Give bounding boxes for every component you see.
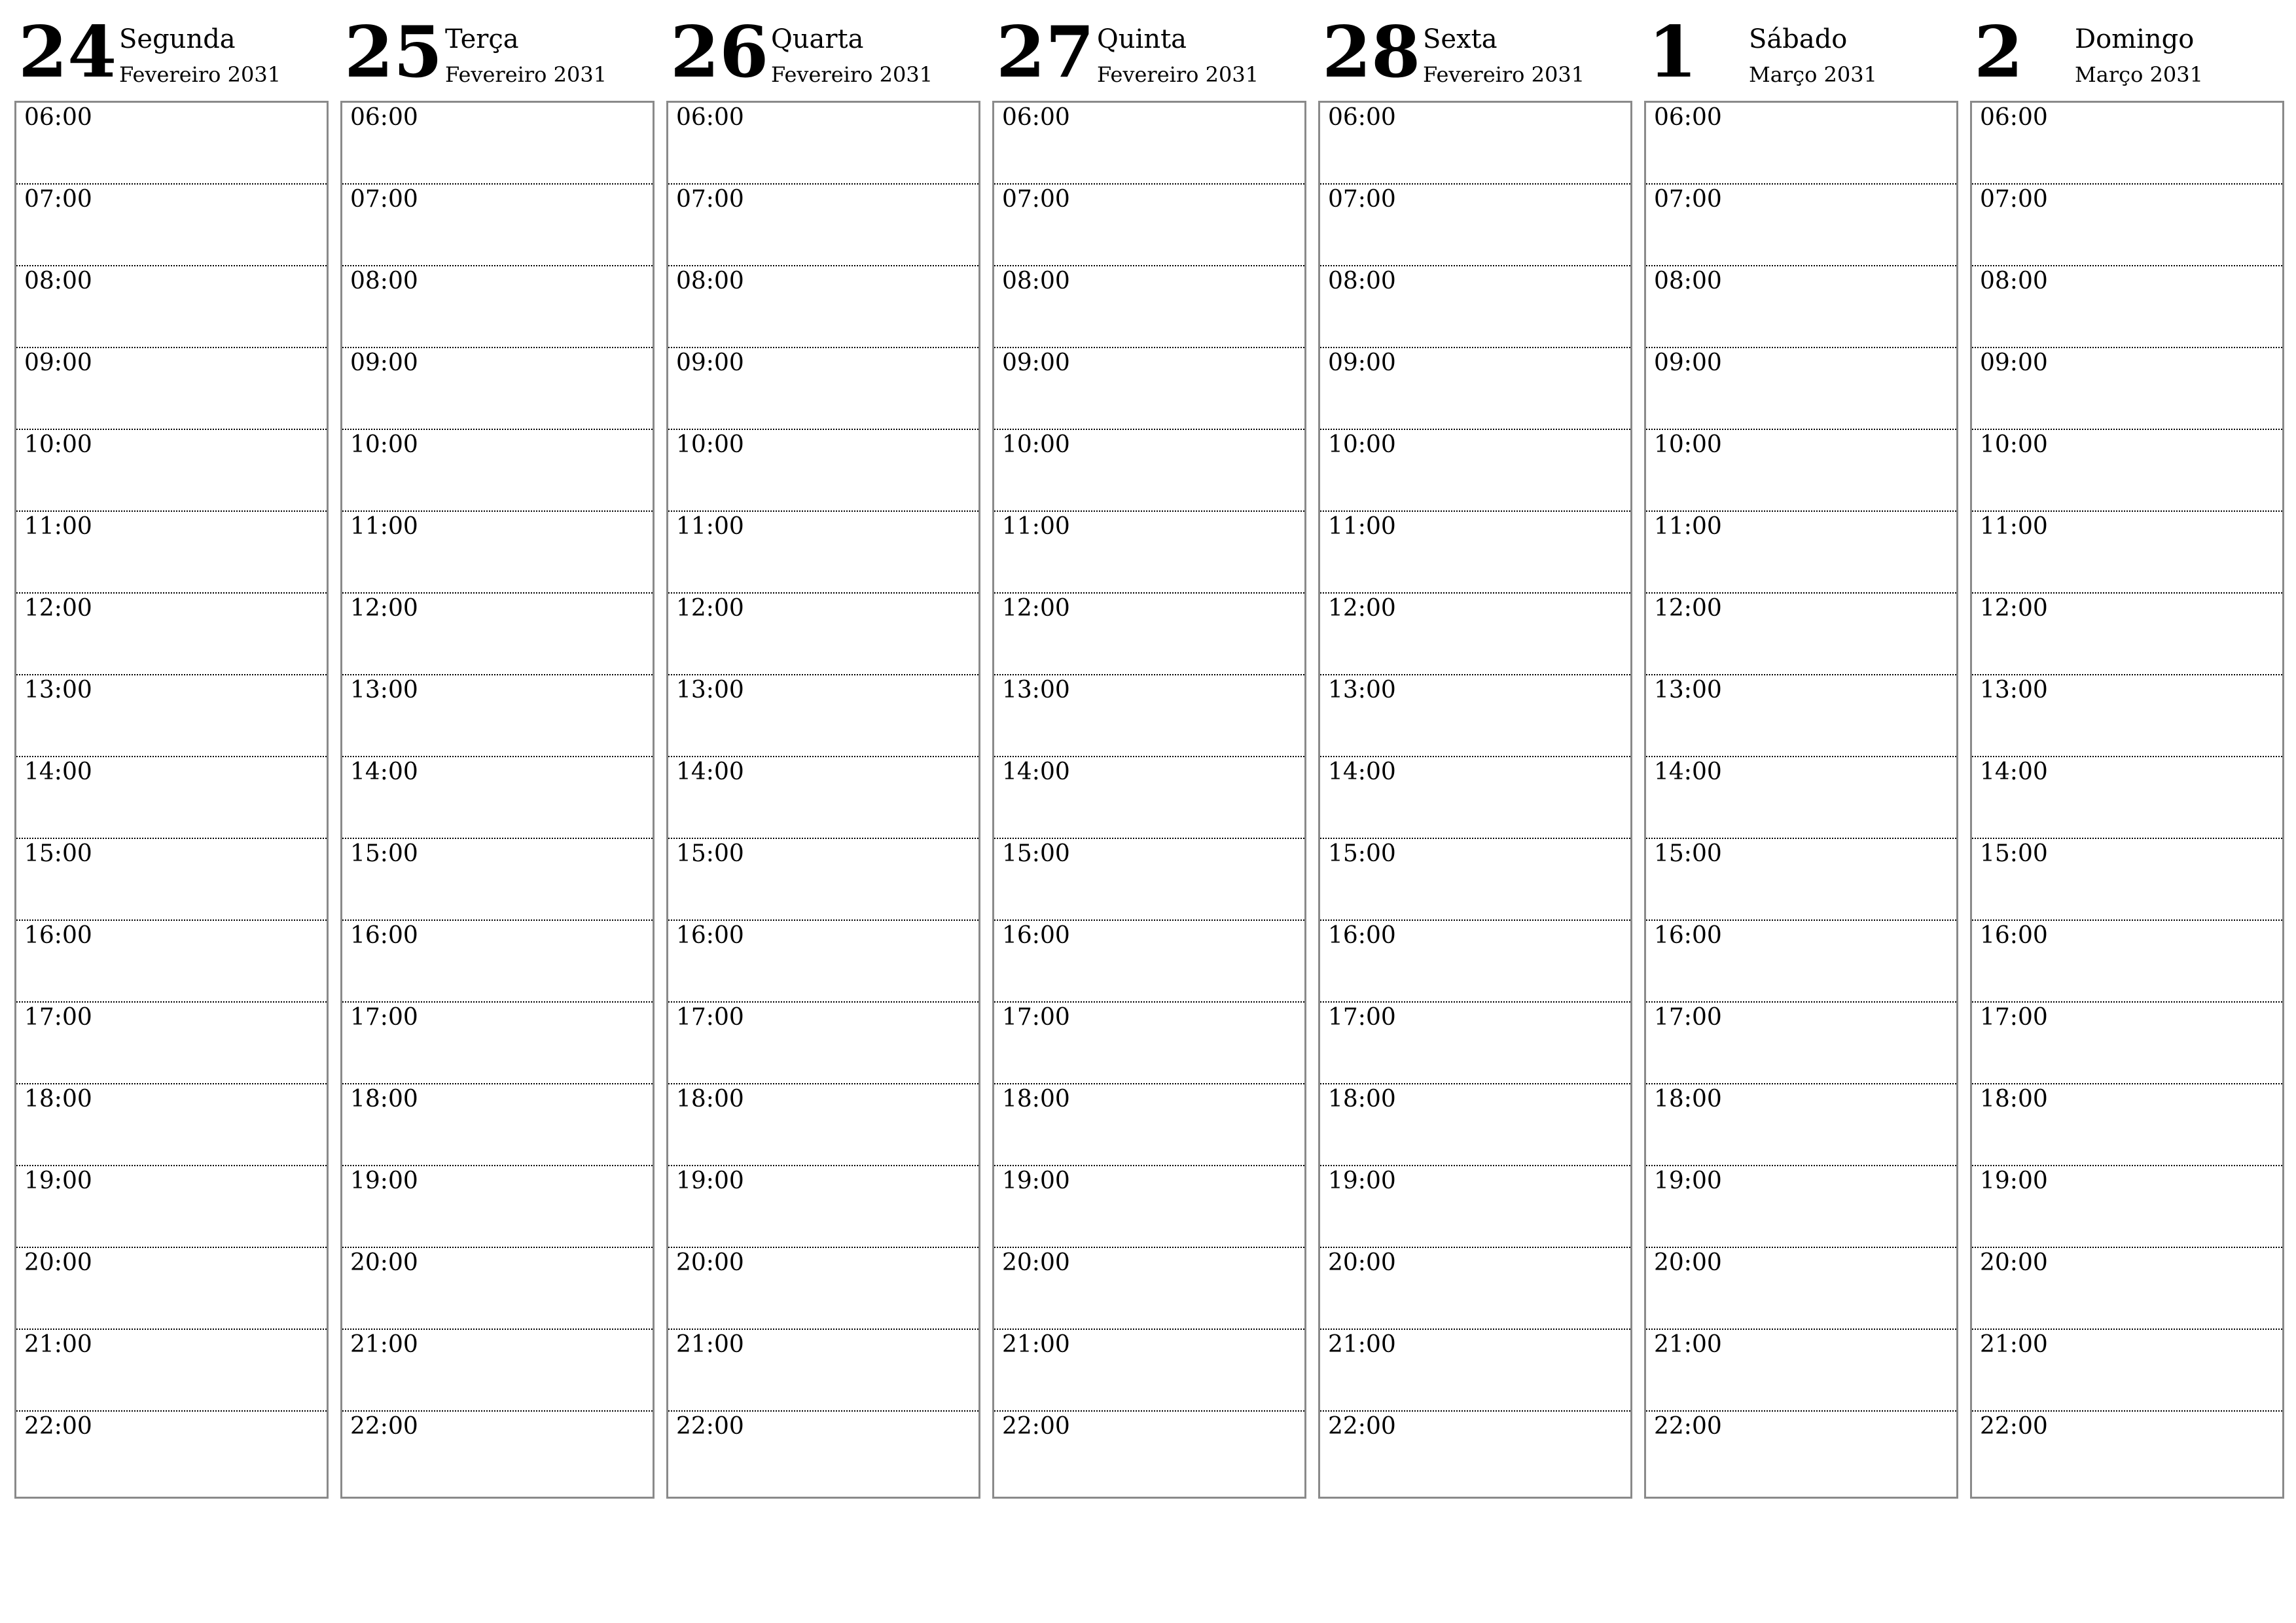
time-slot[interactable] [1646, 839, 1956, 921]
time-slot[interactable] [342, 1166, 653, 1248]
time-slot-label: 12:00 [1328, 595, 1396, 622]
time-slot-label: 20:00 [24, 1249, 92, 1276]
time-slot[interactable] [1646, 1248, 1956, 1330]
time-slot-label: 07:00 [1002, 186, 1070, 213]
time-slot-label: 18:00 [676, 1086, 744, 1113]
hours-box [1318, 101, 1632, 1499]
time-slot[interactable] [1646, 1003, 1956, 1084]
time-slot[interactable] [1972, 1248, 2282, 1330]
time-slot[interactable] [1972, 839, 2282, 921]
time-slot-label: 14:00 [1328, 758, 1396, 785]
time-slot-label: 19:00 [24, 1168, 92, 1194]
time-slot-label: 22:00 [1002, 1413, 1070, 1440]
time-slot-label: 09:00 [350, 349, 418, 376]
day-number: 2 [1974, 11, 2024, 94]
time-slot[interactable] [668, 185, 978, 266]
time-slot[interactable] [342, 1248, 653, 1330]
time-slot-label: 21:00 [1328, 1331, 1396, 1358]
time-slot-label: 19:00 [676, 1168, 744, 1194]
day-month: Março 2031 [2075, 62, 2203, 87]
day-number: 27 [996, 11, 1095, 94]
time-slot-label: 16:00 [1002, 922, 1070, 949]
time-slot[interactable] [16, 103, 327, 185]
time-slot-label: 08:00 [1328, 268, 1396, 294]
time-slot[interactable] [1646, 266, 1956, 348]
time-slot[interactable] [1972, 1003, 2282, 1084]
time-slot[interactable] [994, 512, 1304, 594]
time-slot[interactable] [668, 1330, 978, 1412]
time-slot-label: 15:00 [1980, 840, 2048, 867]
day-month: Fevereiro 2031 [119, 62, 281, 87]
day-header [1970, 0, 2283, 99]
time-slot[interactable] [342, 266, 653, 348]
time-slot-label: 19:00 [1002, 1168, 1070, 1194]
time-slot-label: 15:00 [1328, 840, 1396, 867]
time-slot[interactable] [1972, 185, 2282, 266]
time-slot[interactable] [994, 839, 1304, 921]
time-slot[interactable] [1972, 757, 2282, 839]
time-slot[interactable] [1972, 1166, 2282, 1248]
day-header [14, 0, 327, 99]
time-slot-label: 06:00 [1980, 104, 2048, 131]
time-slot[interactable] [668, 1248, 978, 1330]
time-slot-label: 16:00 [24, 922, 92, 949]
time-slot-label: 21:00 [1654, 1331, 1722, 1358]
time-slot[interactable] [994, 266, 1304, 348]
time-slot-label: 21:00 [676, 1331, 744, 1358]
time-slot-label: 21:00 [24, 1331, 92, 1358]
day-header [1318, 0, 1631, 99]
time-slot[interactable] [1646, 757, 1956, 839]
time-slot-label: 17:00 [1980, 1004, 2048, 1031]
time-slot-label: 20:00 [1328, 1249, 1396, 1276]
time-slot[interactable] [1972, 348, 2282, 430]
time-slot-label: 17:00 [1328, 1004, 1396, 1031]
time-slot-label: 11:00 [350, 513, 418, 540]
time-slot-label: 07:00 [1328, 186, 1396, 213]
hours-box [666, 101, 980, 1499]
time-slot[interactable] [1320, 103, 1630, 185]
day-number: 26 [670, 11, 769, 94]
time-slot-label: 18:00 [1980, 1086, 2048, 1113]
time-slot[interactable] [1320, 1084, 1630, 1166]
time-slot[interactable] [994, 594, 1304, 675]
time-slot-label: 19:00 [350, 1168, 418, 1194]
time-slot-label: 19:00 [1980, 1168, 2048, 1194]
time-slot-label: 07:00 [24, 186, 92, 213]
time-slot-label: 14:00 [1980, 758, 2048, 785]
time-slot[interactable] [994, 921, 1304, 1003]
time-slot-label: 08:00 [676, 268, 744, 294]
time-slot-label: 10:00 [1654, 431, 1722, 458]
time-slot[interactable] [342, 675, 653, 757]
day-month: Fevereiro 2031 [771, 62, 933, 87]
time-slot[interactable] [16, 348, 327, 430]
time-slot[interactable] [1320, 594, 1630, 675]
time-slot-label: 06:00 [1002, 104, 1070, 131]
time-slot-label: 14:00 [350, 758, 418, 785]
day-column [1318, 0, 1631, 1440]
time-slot-label: 17:00 [24, 1004, 92, 1031]
time-slot[interactable] [16, 921, 327, 1003]
time-slot[interactable] [1972, 1084, 2282, 1166]
hours-box [340, 101, 655, 1499]
day-month: Fevereiro 2031 [445, 62, 607, 87]
time-slot-label: 20:00 [1002, 1249, 1070, 1276]
time-slot[interactable] [1646, 1166, 1956, 1248]
time-slot-label: 22:00 [1654, 1413, 1722, 1440]
time-slot-label: 12:00 [24, 595, 92, 622]
time-slot-label: 15:00 [24, 840, 92, 867]
day-column [992, 0, 1305, 1440]
day-month: Março 2031 [1749, 62, 1877, 87]
time-slot[interactable] [342, 1412, 653, 1497]
time-slot-label: 09:00 [1980, 349, 2048, 376]
day-column [1970, 0, 2283, 1440]
time-slot[interactable] [1972, 430, 2282, 512]
time-slot[interactable] [1972, 1412, 2282, 1497]
time-slot-label: 11:00 [1980, 513, 2048, 540]
time-slot-label: 13:00 [1654, 677, 1722, 704]
day-weekday: Quinta [1097, 24, 1187, 54]
time-slot[interactable] [1320, 512, 1630, 594]
time-slot[interactable] [1320, 1003, 1630, 1084]
time-slot-label: 09:00 [676, 349, 744, 376]
time-slot-label: 13:00 [1328, 677, 1396, 704]
time-slot-label: 07:00 [676, 186, 744, 213]
time-slot[interactable] [668, 675, 978, 757]
time-slot-label: 09:00 [1654, 349, 1722, 376]
time-slot[interactable] [16, 839, 327, 921]
time-slot-label: 22:00 [676, 1413, 744, 1440]
time-slot-label: 14:00 [1654, 758, 1722, 785]
time-slot[interactable] [668, 839, 978, 921]
time-slot-label: 12:00 [676, 595, 744, 622]
time-slot[interactable] [16, 1084, 327, 1166]
time-slot[interactable] [16, 757, 327, 839]
time-slot-label: 10:00 [24, 431, 92, 458]
time-slot[interactable] [342, 757, 653, 839]
time-slot[interactable] [16, 1412, 327, 1497]
time-slot[interactable] [668, 103, 978, 185]
time-slot[interactable] [1972, 103, 2282, 185]
day-column [1644, 0, 1957, 1440]
time-slot-label: 18:00 [24, 1086, 92, 1113]
time-slot[interactable] [1646, 430, 1956, 512]
time-slot-label: 15:00 [1654, 840, 1722, 867]
time-slot[interactable] [1646, 921, 1956, 1003]
time-slot-label: 07:00 [1980, 186, 2048, 213]
time-slot-label: 13:00 [24, 677, 92, 704]
time-slot-label: 15:00 [1002, 840, 1070, 867]
time-slot[interactable] [1320, 1412, 1630, 1497]
hours-box [14, 101, 329, 1499]
day-number: 1 [1648, 11, 1698, 94]
time-slot-label: 12:00 [1654, 595, 1722, 622]
time-slot-label: 21:00 [1980, 1331, 2048, 1358]
time-slot[interactable] [994, 1084, 1304, 1166]
hours-box [1644, 101, 1958, 1499]
time-slot[interactable] [1646, 594, 1956, 675]
time-slot[interactable] [994, 1248, 1304, 1330]
time-slot[interactable] [1972, 512, 2282, 594]
time-slot-label: 07:00 [1654, 186, 1722, 213]
time-slot-label: 17:00 [350, 1004, 418, 1031]
time-slot-label: 11:00 [676, 513, 744, 540]
time-slot[interactable] [342, 103, 653, 185]
day-number: 28 [1322, 11, 1421, 94]
time-slot-label: 10:00 [350, 431, 418, 458]
time-slot[interactable] [342, 348, 653, 430]
time-slot[interactable] [1320, 348, 1630, 430]
time-slot[interactable] [16, 1003, 327, 1084]
day-column [340, 0, 653, 1440]
time-slot[interactable] [1646, 512, 1956, 594]
time-slot[interactable] [342, 1003, 653, 1084]
time-slot[interactable] [668, 757, 978, 839]
time-slot-label: 09:00 [24, 349, 92, 376]
time-slot-label: 16:00 [350, 922, 418, 949]
time-slot-label: 16:00 [1980, 922, 2048, 949]
time-slot[interactable] [1646, 185, 1956, 266]
day-weekday: Segunda [119, 24, 236, 54]
time-slot-label: 19:00 [1328, 1168, 1396, 1194]
time-slot-label: 11:00 [24, 513, 92, 540]
time-slot-label: 20:00 [1654, 1249, 1722, 1276]
time-slot-label: 14:00 [24, 758, 92, 785]
time-slot[interactable] [342, 185, 653, 266]
time-slot[interactable] [342, 430, 653, 512]
time-slot[interactable] [994, 675, 1304, 757]
time-slot[interactable] [16, 1248, 327, 1330]
time-slot[interactable] [16, 512, 327, 594]
day-weekday: Terça [445, 24, 519, 54]
time-slot-label: 18:00 [1654, 1086, 1722, 1113]
time-slot[interactable] [1320, 757, 1630, 839]
time-slot[interactable] [16, 1330, 327, 1412]
time-slot-label: 10:00 [676, 431, 744, 458]
time-slot-label: 08:00 [1002, 268, 1070, 294]
time-slot-label: 07:00 [350, 186, 418, 213]
day-column [666, 0, 979, 1440]
time-slot-label: 21:00 [350, 1331, 418, 1358]
time-slot-label: 08:00 [1980, 268, 2048, 294]
day-number: 24 [18, 11, 117, 94]
time-slot[interactable] [1646, 675, 1956, 757]
time-slot-label: 13:00 [350, 677, 418, 704]
day-month: Fevereiro 2031 [1423, 62, 1585, 87]
day-header [1644, 0, 1957, 99]
time-slot-label: 13:00 [676, 677, 744, 704]
hours-box [1970, 101, 2284, 1499]
time-slot-label: 15:00 [350, 840, 418, 867]
time-slot-label: 08:00 [24, 268, 92, 294]
time-slot[interactable] [1320, 1248, 1630, 1330]
day-number: 25 [344, 11, 443, 94]
time-slot[interactable] [16, 430, 327, 512]
time-slot[interactable] [668, 1166, 978, 1248]
day-header [666, 0, 979, 99]
time-slot-label: 14:00 [676, 758, 744, 785]
time-slot-label: 06:00 [1328, 104, 1396, 131]
time-slot[interactable] [668, 1003, 978, 1084]
time-slot-label: 20:00 [1980, 1249, 2048, 1276]
time-slot[interactable] [342, 512, 653, 594]
time-slot-label: 08:00 [350, 268, 418, 294]
time-slot[interactable] [1972, 594, 2282, 675]
time-slot[interactable] [1320, 1330, 1630, 1412]
time-slot[interactable] [1320, 839, 1630, 921]
time-slot[interactable] [1646, 1330, 1956, 1412]
time-slot[interactable] [668, 512, 978, 594]
time-slot-label: 17:00 [1002, 1004, 1070, 1031]
time-slot-label: 17:00 [676, 1004, 744, 1031]
time-slot-label: 16:00 [1654, 922, 1722, 949]
day-weekday: Quarta [771, 24, 864, 54]
time-slot[interactable] [1320, 675, 1630, 757]
time-slot[interactable] [668, 921, 978, 1003]
time-slot-label: 10:00 [1980, 431, 2048, 458]
time-slot[interactable] [1972, 921, 2282, 1003]
time-slot[interactable] [994, 757, 1304, 839]
time-slot-label: 22:00 [1980, 1413, 2048, 1440]
time-slot-label: 12:00 [350, 595, 418, 622]
time-slot[interactable] [668, 1084, 978, 1166]
day-column [14, 0, 327, 1440]
time-slot-label: 14:00 [1002, 758, 1070, 785]
time-slot-label: 11:00 [1002, 513, 1070, 540]
time-slot-label: 16:00 [1328, 922, 1396, 949]
time-slot-label: 11:00 [1654, 513, 1722, 540]
time-slot[interactable] [994, 348, 1304, 430]
time-slot[interactable] [16, 1166, 327, 1248]
time-slot[interactable] [994, 1003, 1304, 1084]
time-slot[interactable] [1972, 1330, 2282, 1412]
time-slot-label: 22:00 [1328, 1413, 1396, 1440]
time-slot[interactable] [1320, 1166, 1630, 1248]
time-slot[interactable] [668, 1412, 978, 1497]
time-slot-label: 18:00 [1002, 1086, 1070, 1113]
day-weekday: Sábado [1749, 24, 1848, 54]
time-slot[interactable] [342, 594, 653, 675]
time-slot-label: 09:00 [1328, 349, 1396, 376]
time-slot-label: 13:00 [1002, 677, 1070, 704]
time-slot-label: 18:00 [350, 1086, 418, 1113]
day-weekday: Domingo [2075, 24, 2195, 54]
time-slot[interactable] [16, 185, 327, 266]
time-slot[interactable] [994, 185, 1304, 266]
day-header [992, 0, 1305, 99]
time-slot[interactable] [668, 594, 978, 675]
time-slot[interactable] [342, 1330, 653, 1412]
hours-box [992, 101, 1306, 1499]
time-slot[interactable] [1972, 675, 2282, 757]
time-slot[interactable] [1320, 266, 1630, 348]
time-slot[interactable] [994, 1412, 1304, 1497]
time-slot[interactable] [16, 594, 327, 675]
time-slot[interactable] [994, 103, 1304, 185]
time-slot-label: 09:00 [1002, 349, 1070, 376]
time-slot[interactable] [16, 266, 327, 348]
time-slot[interactable] [1646, 348, 1956, 430]
time-slot-label: 12:00 [1980, 595, 2048, 622]
day-month: Fevereiro 2031 [1097, 62, 1259, 87]
time-slot[interactable] [1646, 1084, 1956, 1166]
time-slot-label: 11:00 [1328, 513, 1396, 540]
time-slot[interactable] [1972, 266, 2282, 348]
time-slot-label: 16:00 [676, 922, 744, 949]
time-slot-label: 22:00 [24, 1413, 92, 1440]
day-weekday: Sexta [1423, 24, 1498, 54]
time-slot[interactable] [994, 430, 1304, 512]
time-slot-label: 06:00 [676, 104, 744, 131]
time-slot-label: 06:00 [24, 104, 92, 131]
time-slot-label: 10:00 [1002, 431, 1070, 458]
time-slot-label: 20:00 [350, 1249, 418, 1276]
time-slot-label: 06:00 [350, 104, 418, 131]
time-slot[interactable] [342, 1084, 653, 1166]
day-header [340, 0, 653, 99]
time-slot-label: 15:00 [676, 840, 744, 867]
time-slot[interactable] [1646, 1412, 1956, 1497]
time-slot-label: 18:00 [1328, 1086, 1396, 1113]
time-slot[interactable] [342, 839, 653, 921]
time-slot-label: 20:00 [676, 1249, 744, 1276]
time-slot[interactable] [1320, 430, 1630, 512]
time-slot-label: 19:00 [1654, 1168, 1722, 1194]
time-slot[interactable] [1320, 185, 1630, 266]
time-slot-label: 13:00 [1980, 677, 2048, 704]
time-slot[interactable] [668, 266, 978, 348]
time-slot[interactable] [1646, 103, 1956, 185]
time-slot-label: 22:00 [350, 1413, 418, 1440]
time-slot[interactable] [16, 675, 327, 757]
time-slot[interactable] [342, 921, 653, 1003]
time-slot[interactable] [994, 1330, 1304, 1412]
time-slot[interactable] [1320, 921, 1630, 1003]
time-slot-label: 21:00 [1002, 1331, 1070, 1358]
time-slot-label: 08:00 [1654, 268, 1722, 294]
time-slot-label: 17:00 [1654, 1004, 1722, 1031]
time-slot-label: 10:00 [1328, 431, 1396, 458]
time-slot-label: 12:00 [1002, 595, 1070, 622]
time-slot[interactable] [668, 348, 978, 430]
time-slot[interactable] [668, 430, 978, 512]
time-slot-label: 06:00 [1654, 104, 1722, 131]
time-slot[interactable] [994, 1166, 1304, 1248]
